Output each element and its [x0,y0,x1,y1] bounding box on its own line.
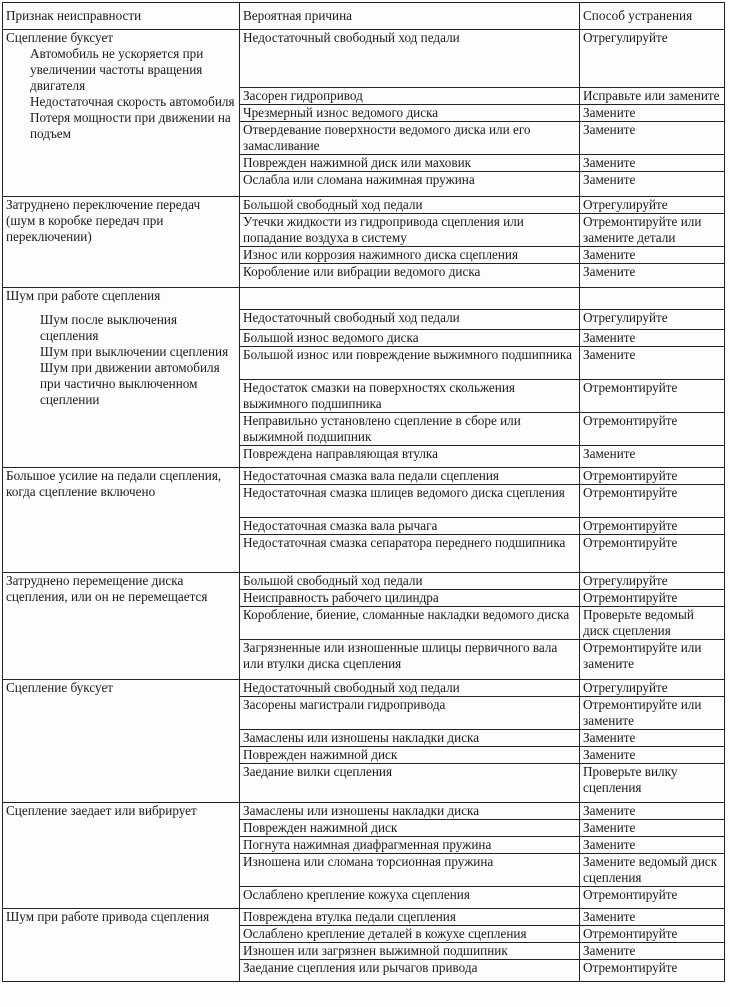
cause-cell: Недостаточная смазка сепаратора переднего подшипника [240,535,580,573]
cause-cell [240,288,580,310]
table-row [3,30,725,88]
fix-cell: Замените [580,122,725,155]
fix-cell: Отремонтируйте [580,535,725,573]
fix-cell: Отрегулируйте [580,680,725,697]
cause-cell: Погнута нажимная диафрагменная пружина [240,837,580,854]
fix-cell: Замените [580,446,725,468]
fix-cell: Отремонтируйте [580,960,725,982]
cause-cell: Коробление или вибрации ведомого диска [240,264,580,288]
cause-cell: Недостаточная смазка вала рычага [240,518,580,535]
symptom-main: Сцепление буксует [6,30,114,45]
symptom-cell [3,803,240,909]
cause-cell: Поврежден нажимной диск [240,747,580,764]
fix-cell: Отремонтируйте или замените [580,640,725,680]
fix-cell: Отремонтируйте [580,380,725,413]
cause-cell: Недостаточный свободный ход педали [240,310,580,330]
symptom-detail: Шум после выключения сцепления [40,312,178,343]
fix-cell: Замените [580,264,725,288]
symptom-main: Затруднено перемещение диска сцепления, или он не перемещается [6,573,208,604]
symptom-cell [3,30,240,197]
header-fix: Способ устранения [580,3,725,30]
table-row [3,803,725,820]
fix-cell: Замените [580,105,725,122]
symptom-detail: Автомобиль не ускоряется при увеличении частоты вращения двигателя [30,46,204,93]
symptom-cell [3,680,240,803]
symptom-detail: (шум в коробке передач при переключении) [6,213,164,244]
header-row [3,3,725,30]
symptom-cell [3,573,240,680]
cause-cell: Большой износ или повреждение выжимного подшипника [240,347,580,380]
cause-cell: Утечки жидкости из гидропривода сцепления или попадание воздуха в систему [240,214,580,247]
fix-cell: Отремонтируйте [580,518,725,535]
fix-cell: Замените [580,820,725,837]
cause-cell: Недостаточная смазка шлицев ведомого диска сцепления [240,485,580,518]
cause-cell: Ослаблено крепление деталей в кожухе сцепления [240,926,580,943]
fix-cell [580,288,725,310]
fix-cell: Замените ведомый диск сцепления [580,854,725,887]
symptom-cell [3,909,240,982]
header-symptom: Признак неисправности [3,3,240,30]
troubleshooting-table [2,2,725,982]
cause-cell: Заедание вилки сцепления [240,764,580,803]
cause-cell: Изношен или загрязнен выжимной подшипник [240,943,580,960]
fix-cell: Замените [580,837,725,854]
cause-cell: Изношена или сломана торсионная пружина [240,854,580,887]
fix-cell: Отрегулируйте [580,197,725,214]
fix-cell: Замените [580,943,725,960]
fix-cell: Замените [580,155,725,172]
fix-cell: Замените [580,909,725,926]
cause-cell: Недостаточная смазка вала педали сцепления [240,468,580,485]
fix-cell: Отремонтируйте или замените [580,697,725,730]
table-row [3,197,725,214]
fix-cell: Исправьте или замените [580,88,725,105]
table-row [3,909,725,926]
cause-cell: Недостаточный свободный ход педали [240,680,580,697]
fix-cell: Замените [580,330,725,347]
table-row [3,680,725,697]
fix-cell: Отремонтируйте или замените детали [580,214,725,247]
cause-cell: Большой свободный ход педали [240,573,580,590]
cause-cell: Неисправность рабочего цилиндра [240,590,580,607]
symptom-main: Большое усилие на педали сцепления, когда сцепление включено [6,468,222,499]
symptom-main: Затруднено переключение передач [6,197,201,212]
symptom-cell [3,197,240,288]
cause-cell: Повреждена втулка педали сцепления [240,909,580,926]
cause-cell: Коробление, биение, сломанные накладки ведомого диска [240,607,580,640]
cause-cell: Повреждена направляющая втулка [240,446,580,468]
table-row [3,288,725,310]
symptom-main: Шум при работе сцепления [6,288,161,303]
fix-cell: Замените [580,730,725,747]
cause-cell: Засорены магистрали гидропривода [240,697,580,730]
fix-cell: Отремонтируйте [580,468,725,485]
cause-cell: Большой свободный ход педали [240,197,580,214]
symptom-detail: Шум при движении автомобиля при частично выключенном сцеплении [40,360,220,407]
fix-cell: Проверьте вилку сцепления [580,764,725,803]
fix-cell: Замените [580,172,725,197]
cause-cell: Чрезмерный износ ведомого диска [240,105,580,122]
cause-cell: Недостаток смазки на поверхностях скольжения выжимного подшипника [240,380,580,413]
header-cause: Вероятная причина [240,3,580,30]
fix-cell: Отремонтируйте [580,590,725,607]
fix-cell: Проверьте ведомый диск сцепления [580,607,725,640]
symptom-cell [3,288,240,468]
cause-cell: Заедание сцепления или рычагов привода [240,960,580,982]
fix-cell: Отремонтируйте [580,926,725,943]
fix-cell: Отрегулируйте [580,573,725,590]
cause-cell: Ослаблено крепление кожуха сцепления [240,887,580,909]
table-row [3,573,725,590]
cause-cell: Замаслены или изношены накладки диска [240,803,580,820]
symptom-detail: Потеря мощности при движении на подъем [30,110,231,141]
fix-cell: Отрегулируйте [580,30,725,88]
cause-cell: Загрязненные или изношенные шлицы первичного вала или втулки диска сцепления [240,640,580,680]
cause-cell: Поврежден нажимной диск [240,820,580,837]
cause-cell: Неправильно установлено сцепление в сборе или выжимной подшипник [240,413,580,446]
fix-cell: Замените [580,347,725,380]
symptom-detail: Недостаточная скорость автомобиля [30,94,235,109]
cause-cell: Износ или коррозия нажимного диска сцепления [240,247,580,264]
fix-cell: Замените [580,803,725,820]
fix-cell: Отрегулируйте [580,310,725,330]
symptom-main: Шум при работе привода сцепления [6,909,210,924]
cause-cell: Большой износ ведомого диска [240,330,580,347]
symptom-cell [3,468,240,573]
fix-cell: Отремонтируйте [580,887,725,909]
fix-cell: Отремонтируйте [580,413,725,446]
cause-cell: Отвердевание поверхности ведомого диска или его замасливание [240,122,580,155]
fix-cell: Замените [580,247,725,264]
cause-cell: Недостаточный свободный ход педали [240,30,580,88]
symptom-main: Сцепление буксует [6,680,114,695]
fix-cell: Замените [580,747,725,764]
symptom-main: Сцепление заедает или вибрирует [6,803,197,818]
symptom-detail: Шум при выключении сцепления [40,344,229,359]
cause-cell: Засорен гидропривод [240,88,580,105]
fix-cell: Отремонтируйте [580,485,725,518]
table-row [3,468,725,485]
cause-cell: Поврежден нажимной диск или маховик [240,155,580,172]
cause-cell: Ослабла или сломана нажимная пружина [240,172,580,197]
cause-cell: Замаслены или изношены накладки диска [240,730,580,747]
